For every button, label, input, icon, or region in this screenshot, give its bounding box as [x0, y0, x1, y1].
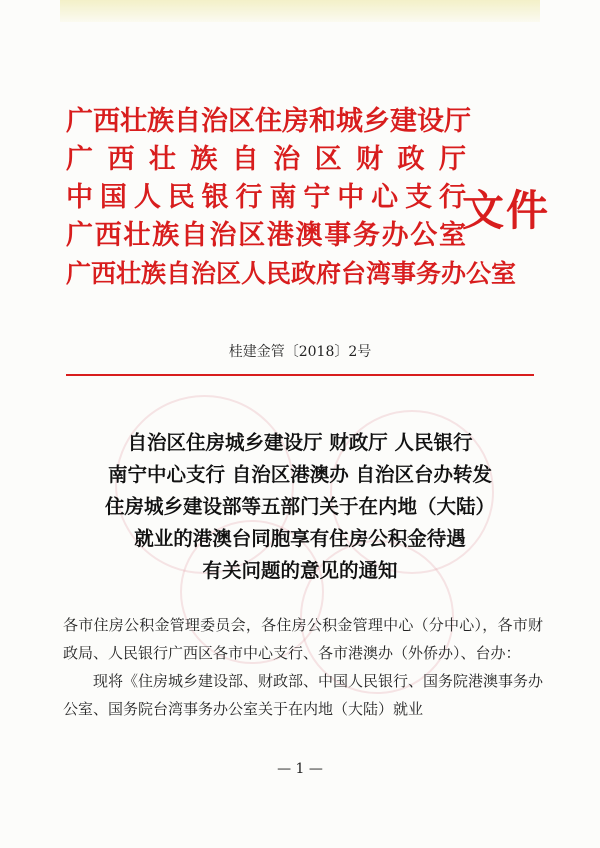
page-number: — 1 — — [277, 761, 323, 777]
issuer-taiwan-office: 广西壮族自治区人民政府台湾事务办公室 — [66, 259, 517, 288]
document-title — [40, 427, 560, 587]
title-line: 就业的港澳台同胞享有住房公积金待遇 — [134, 527, 466, 550]
issuer-housing-dept: 广西壮族自治区住房和城乡建设厅 — [66, 106, 471, 137]
red-divider — [66, 374, 534, 376]
scan-top-strip — [60, 0, 540, 22]
document-body — [63, 611, 543, 723]
title-line: 自治区住房城乡建设厅 财政厅 人民银行 — [127, 431, 473, 454]
issuer-hk-macao-office: 广西壮族自治区港澳事务办公室 — [66, 220, 466, 251]
document-number: 桂建金管〔2018〕2号 — [228, 344, 372, 360]
title-line: 有关问题的意见的通知 — [202, 559, 398, 582]
title-line: 南宁中心支行 自治区港澳办 自治区台办转发 — [107, 463, 493, 486]
issuer-finance-dept: 广西壮族自治区财政厅 — [66, 144, 466, 175]
document-label: 文件 — [462, 186, 551, 235]
title-line: 住房城乡建设部等五部门关于在内地（大陆） — [104, 495, 495, 518]
body-paragraph: 现将《住房城乡建设部、财政部、中国人民银行、国务院港澳事务办公室、国务院台湾事务办公室关于在内地（大陆）就业 — [63, 672, 544, 718]
recipients-paragraph: 各市住房公积金管理委员会，各住房公积金管理中心（分中心），各市财政局、人民银行广西区各市中心支行、各市港澳办（外侨办）、台办： — [63, 616, 543, 662]
issuer-pboc-nanning: 中国人民银行南宁中心支行 — [66, 182, 466, 213]
